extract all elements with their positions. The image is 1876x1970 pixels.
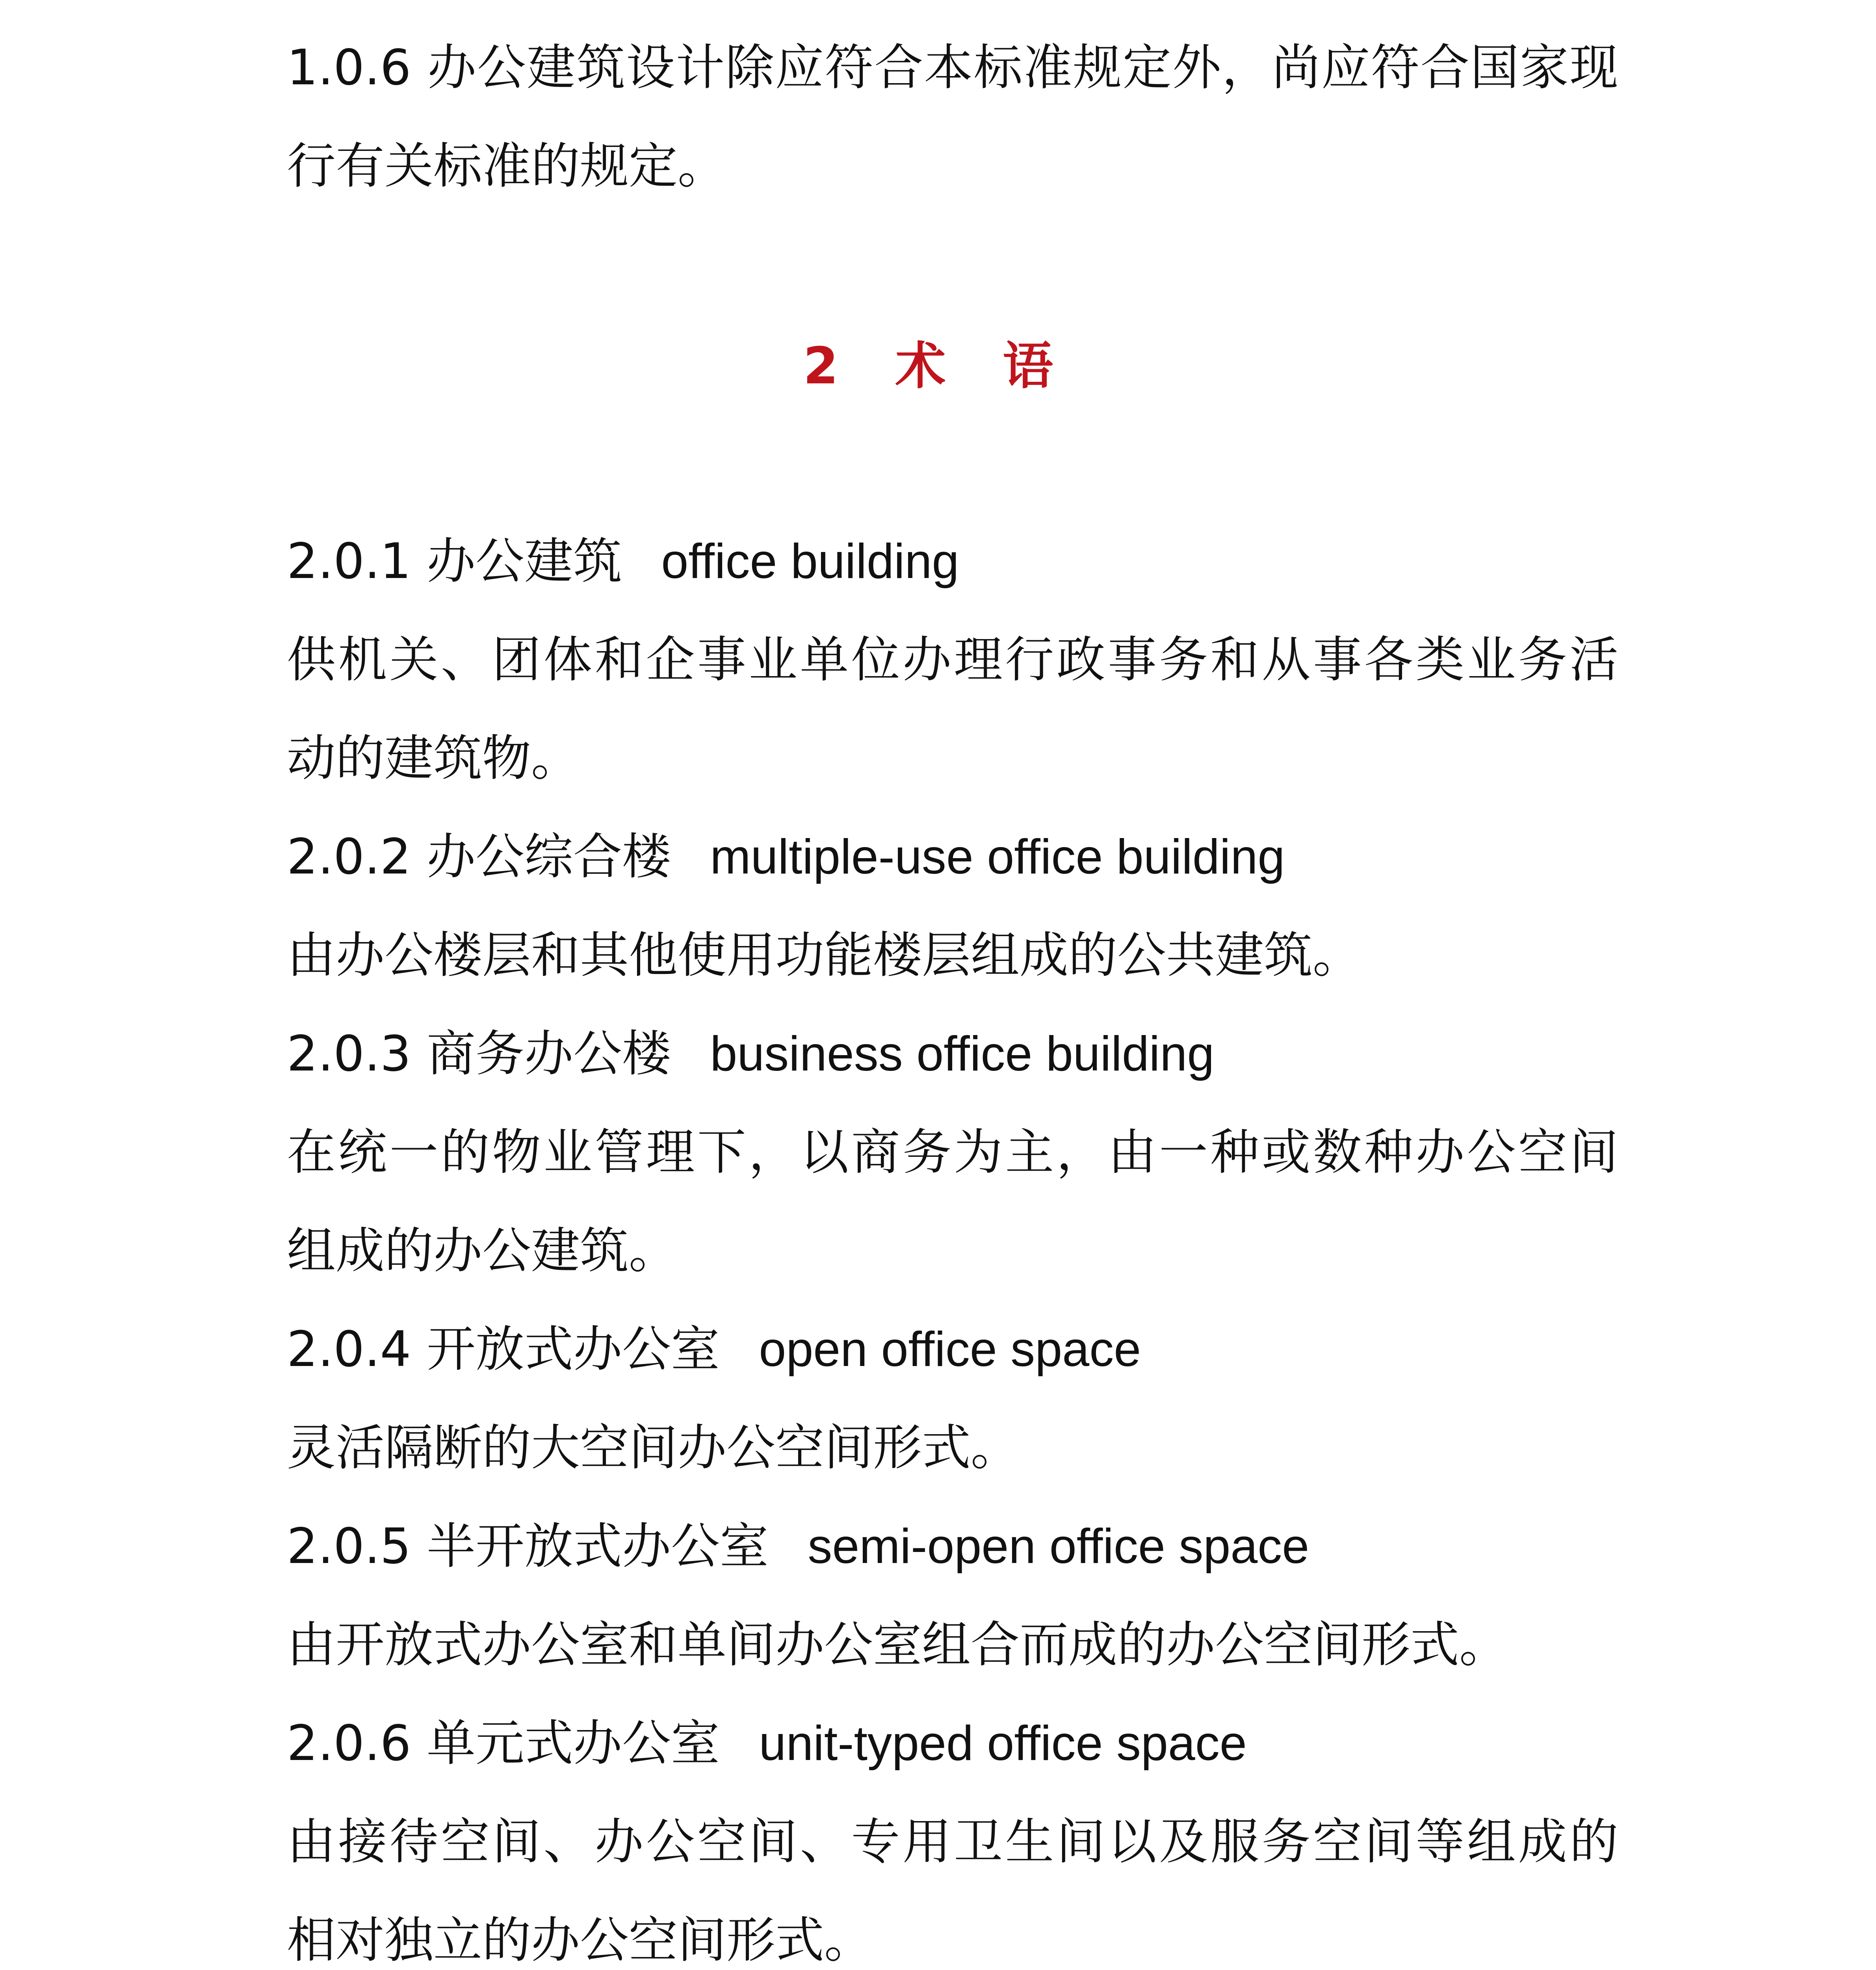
term-2-0-2-heading bbox=[287, 825, 1618, 888]
term-english: semi-open office space bbox=[808, 1519, 1309, 1574]
term-chinese: 商务办公楼 bbox=[426, 1026, 671, 1082]
term-2-0-1-definition-line-2: 动的建筑物。 bbox=[287, 730, 580, 787]
term-english: office building bbox=[661, 534, 959, 589]
term-english: open office space bbox=[759, 1322, 1141, 1377]
term-2-0-5-definition-line-1: 由开放式办公室和单间办公室组合而成的办公空间形式。 bbox=[287, 1617, 1508, 1673]
term-2-0-3-heading bbox=[287, 1022, 1618, 1085]
term-2-0-6-definition-line-2: 相对独立的办公空间形式。 bbox=[287, 1912, 873, 1969]
term-chinese: 半开放式办公室 bbox=[426, 1518, 769, 1575]
term-number: 2.0.4 bbox=[287, 1321, 411, 1378]
term-2-0-1-definition-line-1: 供机关、团体和企事业单位办理行政事务和从事各类业务活 bbox=[287, 632, 1618, 688]
term-2-0-6-definition-line-1: 由接待空间、办公空间、专用卫生间以及服务空间等组成的 bbox=[287, 1814, 1618, 1870]
term-number: 2.0.3 bbox=[287, 1026, 411, 1082]
term-chinese: 办公综合楼 bbox=[426, 829, 671, 885]
term-chinese: 单元式办公室 bbox=[426, 1715, 720, 1772]
term-2-0-3-definition-line-2: 组成的办公建筑。 bbox=[287, 1223, 678, 1279]
term-2-0-3-definition-line-1: 在统一的物业管理下，以商务为主，由一种或数种办公空间 bbox=[287, 1124, 1618, 1181]
term-2-0-4-heading bbox=[287, 1318, 1618, 1381]
term-2-0-6-heading bbox=[287, 1712, 1618, 1775]
clause-1-0-6-line-1: 1.0.6 办公建筑设计除应符合本标准规定外，尚应符合国家现 bbox=[287, 39, 1618, 96]
term-chinese: 办公建筑 bbox=[426, 533, 622, 590]
term-number: 2.0.5 bbox=[287, 1518, 411, 1575]
term-english: unit-typed office space bbox=[759, 1716, 1247, 1771]
term-chinese: 开放式办公室 bbox=[426, 1321, 720, 1378]
text-column bbox=[287, 0, 1618, 1970]
term-english: multiple-use office building bbox=[710, 830, 1285, 884]
term-2-0-5-heading bbox=[287, 1515, 1618, 1578]
clause-1-0-6-line-2: 行有关标准的规定。 bbox=[287, 138, 727, 195]
term-number: 2.0.2 bbox=[287, 829, 411, 885]
term-2-0-4-definition-line-1: 灵活隔断的大空间办公空间形式。 bbox=[287, 1420, 1020, 1476]
term-2-0-2-definition-line-1: 由办公楼层和其他使用功能楼层组成的公共建筑。 bbox=[287, 927, 1362, 984]
term-english: business office building bbox=[710, 1027, 1215, 1081]
term-number: 2.0.6 bbox=[287, 1715, 411, 1772]
term-number: 2.0.1 bbox=[287, 533, 411, 590]
term-2-0-1-heading bbox=[287, 530, 1618, 593]
section-title: 2 术 语 bbox=[803, 337, 1073, 396]
